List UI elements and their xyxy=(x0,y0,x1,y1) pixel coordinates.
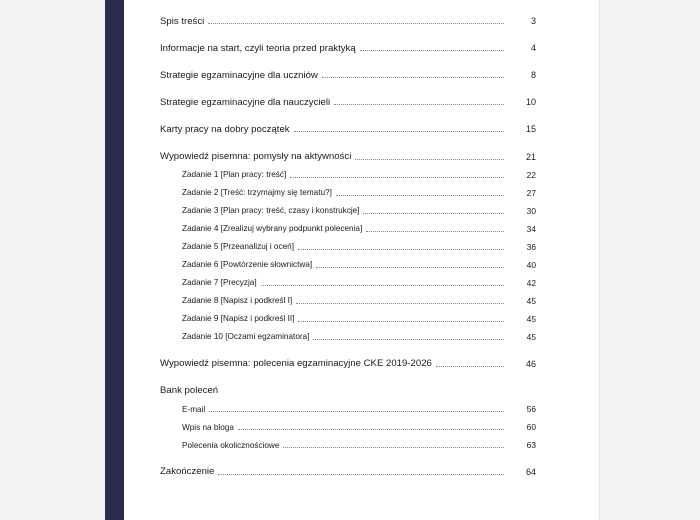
toc-entry[interactable] xyxy=(160,207,536,215)
toc-leader-dots xyxy=(208,22,504,24)
toc-entry-label: Strategie egzaminacyjne dla uczniów xyxy=(160,69,318,81)
toc-entry[interactable] xyxy=(160,441,536,449)
toc-leader-dots xyxy=(222,393,504,394)
toc-entry-label: Wpis na bloga xyxy=(182,422,234,432)
toc-entry-label: Bank poleceń xyxy=(160,385,219,397)
toc-entry[interactable] xyxy=(160,71,536,81)
toc-entry-page-number: 36 xyxy=(526,242,536,253)
toc-entry-page-number: 10 xyxy=(525,97,536,108)
toc-entry-label: Zadanie 10 [Oczami egzaminatora] xyxy=(182,332,310,342)
toc-entry-label: E-mail xyxy=(182,404,206,414)
toc-entry[interactable] xyxy=(160,189,536,197)
toc-leader-dots xyxy=(322,76,504,78)
toc-entry-label: Zadanie 8 [Napisz i podkreśl I] xyxy=(182,296,293,306)
toc-entry[interactable] xyxy=(160,261,536,269)
toc-leader-dots xyxy=(313,338,504,340)
toc-leader-dots xyxy=(294,130,504,132)
toc-entry-label: Informacje na start, czyli teoria przed praktyką xyxy=(160,42,356,54)
toc-entry[interactable] xyxy=(160,297,536,305)
toc-entry-page-number: 42 xyxy=(526,278,536,289)
toc-entry[interactable] xyxy=(160,405,536,413)
toc-entry-label: Zadanie 3 [Plan pracy: treść, czasy i konstrukcje] xyxy=(182,206,360,216)
toc-entry-label: Polecenia okolicznościowe xyxy=(182,440,280,450)
toc-leader-dots xyxy=(355,158,504,160)
toc-entry[interactable] xyxy=(160,17,536,27)
toc-leader-dots xyxy=(334,103,504,105)
toc-entry-label: Wypowiedź pisemna: polecenia egzaminacyjne CKE 2019-2026 xyxy=(160,358,432,370)
toc-entry-page-number: 22 xyxy=(526,170,536,181)
toc-entry-label: Wypowiedź pisemna: pomysły na aktywności xyxy=(160,150,352,162)
toc-entry-page-number: 21 xyxy=(525,151,536,162)
toc-entry[interactable] xyxy=(160,125,536,135)
toc-leader-dots xyxy=(290,176,504,178)
toc-entry[interactable] xyxy=(160,315,536,323)
toc-entry-page-number: 27 xyxy=(526,188,536,199)
table-of-contents xyxy=(160,0,536,477)
toc-entry-page-number: 46 xyxy=(525,358,536,369)
toc-entry-page-number: 4 xyxy=(530,43,536,54)
toc-entry-label: Zadanie 4 [Zrealizuj wybrany podpunkt polecenia] xyxy=(182,224,363,234)
toc-leader-dots xyxy=(366,230,504,232)
page-spine-band xyxy=(105,0,124,520)
toc-leader-dots xyxy=(238,428,504,430)
toc-leader-dots xyxy=(360,49,504,51)
toc-leader-dots xyxy=(296,302,504,304)
toc-leader-dots xyxy=(298,248,504,250)
toc-entry[interactable] xyxy=(160,279,536,287)
page-edge-shadow xyxy=(599,0,601,520)
toc-leader-dots xyxy=(316,266,504,268)
toc-entry-label: Karty pracy na dobry początek xyxy=(160,123,290,135)
toc-leader-dots xyxy=(209,410,504,412)
toc-entry-page-number: 30 xyxy=(526,206,536,217)
toc-entry[interactable] xyxy=(160,359,536,369)
toc-entry-page-number: 15 xyxy=(525,124,536,135)
toc-entry-label: Zadanie 5 [Przeanalizuj i oceń] xyxy=(182,242,294,252)
toc-entry-page-number: 64 xyxy=(525,466,536,477)
toc-entry[interactable] xyxy=(160,225,536,233)
toc-entry-page-number: 56 xyxy=(526,404,536,415)
toc-leader-dots xyxy=(261,284,504,286)
toc-leader-dots xyxy=(218,473,504,475)
toc-entry-page-number: 45 xyxy=(526,332,536,343)
toc-entry-label: Zadanie 7 [Precyzja] xyxy=(182,278,257,288)
toc-entry-label: Strategie egzaminacyjne dla nauczycieli xyxy=(160,96,331,108)
toc-entry[interactable] xyxy=(160,467,536,477)
toc-entry[interactable] xyxy=(160,152,536,162)
toc-entry-page-number: 60 xyxy=(526,422,536,433)
toc-entry[interactable] xyxy=(160,44,536,54)
toc-entry[interactable] xyxy=(160,243,536,251)
toc-entry-label: Zakończenie xyxy=(160,466,215,478)
toc-entry-page-number: 8 xyxy=(530,70,536,81)
toc-entry-page-number: 63 xyxy=(526,440,536,451)
toc-entry-page-number: 34 xyxy=(526,224,536,235)
toc-entry-label: Zadanie 1 [Plan pracy: treść] xyxy=(182,170,287,180)
toc-entry[interactable] xyxy=(160,98,536,108)
toc-entry-page-number: 3 xyxy=(530,16,536,27)
toc-entry-label: Zadanie 9 [Napisz i podkreśl II] xyxy=(182,314,295,324)
toc-leader-dots xyxy=(283,446,504,448)
toc-leader-dots xyxy=(336,194,504,196)
toc-entry-label: Zadanie 6 [Powtórzenie słownictwa] xyxy=(182,260,313,270)
toc-leader-dots xyxy=(436,365,504,367)
toc-leader-dots xyxy=(298,320,504,322)
toc-entry-page-number: 40 xyxy=(526,260,536,271)
toc-entry[interactable] xyxy=(160,386,536,396)
toc-entry[interactable] xyxy=(160,333,536,341)
toc-entry-page-number: 45 xyxy=(526,296,536,307)
toc-entry-label: Spis treści xyxy=(160,15,205,27)
toc-entry[interactable] xyxy=(160,423,536,431)
toc-entry-label: Zadanie 2 [Treść: trzymajmy się tematu?] xyxy=(182,188,332,198)
toc-leader-dots xyxy=(363,212,504,214)
toc-entry-page-number: 45 xyxy=(526,314,536,325)
toc-entry[interactable] xyxy=(160,171,536,179)
